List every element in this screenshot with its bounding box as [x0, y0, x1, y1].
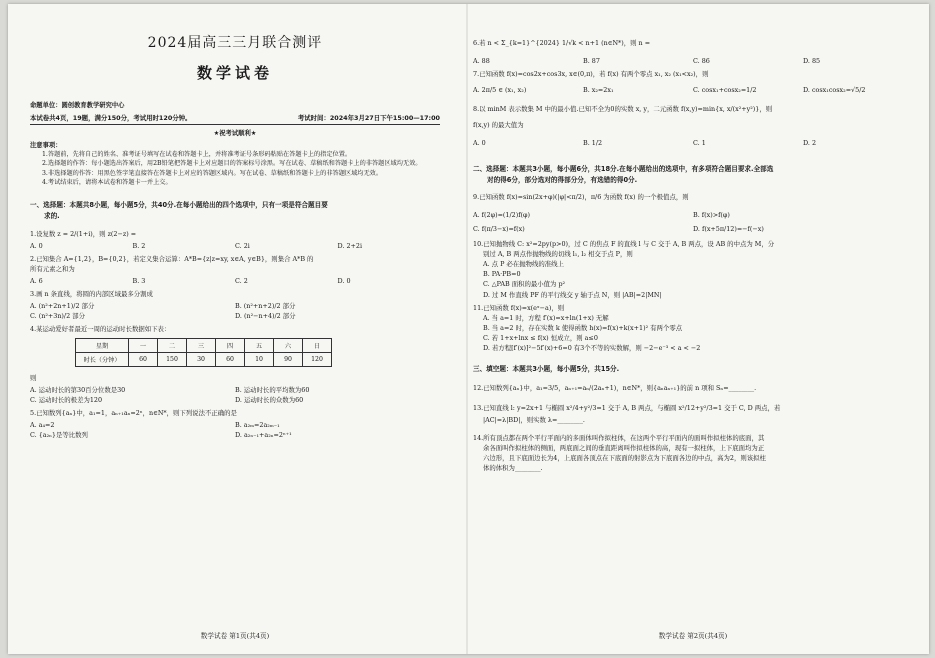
question-8-options: [473, 138, 913, 148]
note-item: 4.考试结束后，请将本试卷和答题卡一并上交。: [42, 179, 172, 187]
section-1-line-2: 求的.: [44, 211, 60, 220]
question-8: [473, 104, 913, 130]
option: B. 1/2: [583, 139, 603, 147]
table-cell: 三: [187, 338, 216, 352]
page-2: [473, 4, 913, 654]
table-cell: 一: [129, 338, 158, 352]
option: B. 当 a=2 时，存在实数 k 使得函数 h(x)=f(x)+k(x+1)² 有两个零点: [483, 324, 683, 333]
section-1-heading: [30, 200, 440, 222]
option: A. 0: [473, 139, 486, 147]
option: C. 86: [693, 57, 710, 65]
option: B. 运动时长的平均数为60: [235, 385, 310, 394]
option: B. f(x)>f(φ): [693, 211, 730, 219]
option: D. f(x+5π/12)=−f(−x): [693, 225, 764, 233]
option: C. 2i: [235, 241, 250, 250]
option: C. (n²+3n)/2 部分: [30, 311, 85, 320]
question-5-options: [30, 420, 440, 440]
table-cell: 四: [216, 338, 245, 352]
page-2-footer: 数学试卷 第2页(共4页): [658, 632, 728, 640]
question-13: [473, 403, 913, 425]
question-7: 7.已知函数 f(x)=cos2x+cos3x, x∈(0,π)，若 f(x) 有两个零点 x₁, x₂ (x₁<x₂)，则: [473, 70, 709, 78]
question-3-options: [30, 301, 440, 321]
option: C. △PAB 面积的最小值为 p²: [483, 280, 566, 289]
table-cell: 120: [303, 352, 332, 366]
option: D. 运动时长的众数为60: [235, 395, 304, 404]
option: D. a₂ₙ₋₁+a₂ₙ=2ⁿ⁺¹: [235, 430, 292, 439]
table-cell: 星期: [76, 338, 129, 352]
option: B. x₂=2x₁: [583, 86, 614, 94]
question-11: 11.已知函数 f(x)=x(eˣ−a)，则: [473, 303, 565, 312]
option: A. 当 a=1 时，方程 f′(x)=x+ln(1+x) 无解: [483, 313, 609, 322]
author-line: 命题单位：圆创教育教学研究中心: [30, 102, 125, 109]
table-cell: 30: [187, 352, 216, 366]
wish-line: ★祝考试顺利★: [213, 130, 257, 137]
exam-sheet: [8, 4, 929, 654]
option: D. 0: [337, 276, 351, 285]
section-2-heading: [473, 164, 913, 186]
question-10: [473, 239, 913, 259]
option: A. 2π/5 ∈ (x₁, x₂): [473, 86, 527, 94]
info-line: [30, 113, 440, 125]
exercise-table: [75, 338, 332, 367]
info-right: 考试时间：2024年3月27日下午15:00—17:00: [297, 114, 440, 122]
option: B. a₂ₘ=2a₂ₘ₋₁: [235, 420, 280, 429]
question-14-line: 14.所有顶点都在两个平行平面内的多面体叫作拟柱体，在这两个平行平面内的面叫作拟柱体的底面，其: [473, 433, 765, 442]
question-14: [473, 433, 913, 473]
option: B. 2: [132, 241, 146, 250]
option: A. 0: [30, 241, 43, 250]
question-14-line: 六边形，且下底面边长为4，上底面各顶点在下底面的射影点为下底面各边的中点，高为2，则该拟柱: [483, 453, 766, 462]
option: C. 2: [235, 276, 248, 285]
question-6: 6.若 n < Σ_{k=1}^{2024} 1/√k < n+1 (n∈N*)，则 n =: [473, 39, 651, 47]
option: A. 88: [473, 57, 490, 65]
question-11-options: [473, 313, 913, 354]
question-5: 5.已知数列{aₙ}中，a₁=1，aₙ₊₁aₙ=2ⁿ，n∈N*，则下列说法不正确的是: [30, 408, 237, 417]
question-10-line-1: 10.已知抛物线 C: x²=2py(p>0)，过 C 的焦点 F 的直线 l 与 C 交于 A, B 两点，设 AB 的中点为 M，分: [473, 240, 775, 248]
option: D. 85: [803, 57, 821, 65]
question-1: 1.设复数 z = 2/(1+i)，则 z(2−z) =: [30, 229, 137, 238]
question-10-line-2: 别过 A, B 两点作抛物线的切线 l₁, l₂ 相交于点 P，则: [483, 250, 633, 258]
question-2-line-2: 所有元素之和为: [30, 264, 75, 273]
question-4: 4.某运动爱好者最近一周的运动时长数据如下表：: [30, 324, 171, 333]
table-cell: 10: [245, 352, 274, 366]
option: A. 点 P 必在抛物线的准线上: [483, 260, 564, 268]
table-cell: 60: [216, 352, 245, 366]
option: C. 若 1+x+lnx ≤ f(x) 恒成立，则 a≤0: [483, 334, 598, 343]
section-3-heading: 三、填空题：本题共3小题，每小题5分，共15分.: [473, 364, 620, 373]
table-row: [76, 352, 332, 366]
table-cell: 五: [245, 338, 274, 352]
option: D. 若方程[f′(x)]²−5f′(x)+6=0 有3个不等的实数解，则 −2−e⁻³ < a < −2: [483, 344, 701, 353]
question-12: 12.已知数列{aₙ}中，a₁=3/5，aₙ₊₁=aₙ/(2aₙ+1)，n∈N*，则{aₙaₙ₊₁}的前 n 项和 Sₙ=________.: [473, 383, 757, 392]
info-left: 本试卷共4页，19题，满分150分，考试用时120分钟。: [30, 114, 192, 122]
question-4-options: [30, 385, 440, 405]
option: B. PA·PB=0: [483, 270, 521, 279]
question-2: [30, 254, 440, 274]
option: A. f(2φ)=(1/2)f(φ): [473, 211, 531, 219]
option: A. (n²+2n+1)/2 部分: [30, 301, 95, 310]
section-1-line-1: 一、选择题：本题共8小题，每小题5分，共40分.在每小题给出的四个选项中，只有一项是符合题目要: [30, 200, 328, 209]
question-14-line: 体的体积为________.: [483, 463, 543, 472]
option: D. cosx₁cosx₂=√5/2: [803, 86, 866, 94]
option: C. 1: [693, 139, 706, 147]
note-item: 3.非选择题的作答：用黑色签字笔直接答在答题卡上对应的答题区域内。写在试卷、草稿纸和答题卡上的非答题区域均无效。: [42, 169, 383, 177]
table-cell: 二: [158, 338, 187, 352]
notes-title: 注意事项：: [30, 142, 62, 149]
option: B. 3: [132, 276, 146, 285]
section-2-line-2: 对的得6分，部分选对的得部分分，有选错的得0分.: [487, 176, 638, 184]
question-9: 9.已知函数 f(x)=sin(2x+φ)(|φ|<π/2)，π/6 为函数 f(x) 的一个极值点，则: [473, 193, 689, 201]
question-3: 3.画 n 条直线，将圆的内部区域最多分割成: [30, 289, 153, 298]
question-7-options: [473, 85, 913, 95]
question-2-line-1: 2.已知集合 A={1,2}，B={0,2}，若定义集合运算：A*B={z|z=xy, x∈A, y∈B}，则集合 A*B 的: [30, 254, 314, 263]
table-cell: 日: [303, 338, 332, 352]
question-1-options: [30, 241, 440, 251]
question-13-line-1: 13.已知直线 l: y=2x+1 与椭圆 x²/4+y²/3=1 交于 A, B 两点，与椭圆 x²/12+y²/3=1 交于 C, D 两点，若: [473, 403, 781, 412]
option: B. (n²+n+2)/2 部分: [235, 301, 296, 310]
note-item: 2.选择题的作答：每小题选出答案后，用2B铅笔把答题卡上对应题目的答案标号涂黑。写在试卷、草稿纸和答题卡上的非答题区域均无效。: [42, 160, 422, 168]
question-2-options: [30, 276, 440, 286]
option: C. {a₂ₙ}是等比数列: [30, 430, 88, 439]
option: A. 6: [30, 276, 43, 285]
option: C. 运动时长的极差为120: [30, 395, 103, 404]
option: C. cosx₁+cosx₂=1/2: [693, 86, 757, 94]
question-9-options: [473, 208, 913, 236]
table-cell: 150: [158, 352, 187, 366]
option: B. 87: [583, 57, 600, 65]
page-1-footer: 数学试卷 第1页(共4页): [200, 632, 270, 640]
exam-title: 2024届高三三月联合测评: [147, 35, 323, 51]
question-4-then: 则: [30, 373, 37, 382]
note-item: 1.答题前，先将自己的姓名、准考证号填写在试卷和答题卡上，并将准考证号条形码粘贴在答题卡上的指定位置。: [42, 151, 352, 158]
question-8-line-2: f(x,y) 的最大值为: [473, 121, 524, 129]
table-cell: 时长（分钟）: [76, 352, 129, 366]
table-cell: 六: [274, 338, 303, 352]
option: A. a₄=2: [30, 420, 55, 429]
option: D. 过 M 作直线 PF 的平行线交 y 轴于点 N，则 |AB|=2|MN|: [483, 290, 662, 299]
option: D. 2+2i: [337, 241, 362, 250]
option: D. (n²−n+4)/2 部分: [235, 311, 296, 320]
table-cell: 60: [129, 352, 158, 366]
section-2-line-1: 二、选择题：本题共3小题，每小题6分，共18分.在每小题给出的选项中，有多项符合题目要求.全部选: [473, 165, 774, 173]
page-1: [30, 4, 440, 654]
option: C. f(π/3−x)=f(x): [473, 225, 525, 233]
question-10-options: [473, 259, 913, 300]
page-fold: [466, 4, 468, 654]
question-14-line: 余各面叫作拟柱体的侧面，两底面之间的垂直距离叫作拟柱体的高，现有一拟柱体，上下底面均为正: [483, 443, 765, 452]
table-row: [76, 338, 332, 352]
question-13-line-2: |AC|=λ|BD|，则实数 λ=________.: [483, 415, 585, 424]
table-cell: 90: [274, 352, 303, 366]
option: D. 2: [803, 139, 817, 147]
notes: [30, 150, 440, 188]
option: A. 运动时长的第30百分位数是30: [30, 385, 126, 394]
question-8-line-1: 8.以 minM 表示数集 M 中的最小值.已知不全为0的实数 x, y，二元函数 f(x,y)=min{x, x/(x²+y²)}，则: [473, 105, 773, 113]
question-6-options: [473, 56, 913, 66]
subject-title: 数学试卷: [196, 64, 273, 82]
